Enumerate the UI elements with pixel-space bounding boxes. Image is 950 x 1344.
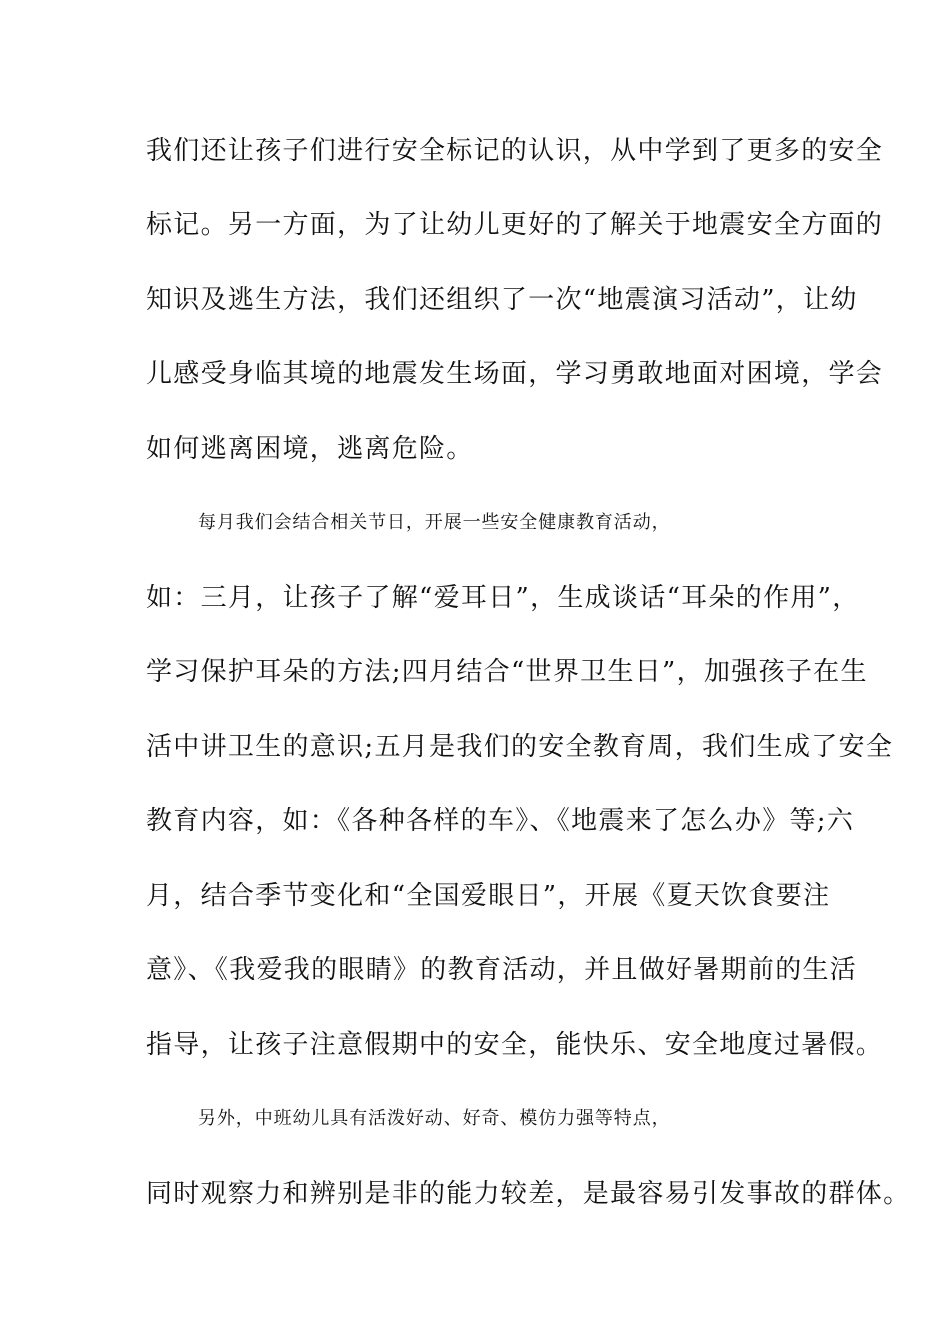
paragraph-2-line-8: 指导，让孩子注意假期中的安全，能快乐、安全地度过暑假。	[146, 1030, 884, 1060]
paragraph-1-line-5: 如何逃离困境，逃离危险。	[146, 434, 474, 464]
paragraph-1-line-3: 知识及逃生方法，我们还组织了一次“地震演习活动”，让幼	[146, 285, 858, 315]
paragraph-2-line-6: 月，结合季节变化和“全国爱眼日”，开展《夏天饮食要注	[146, 881, 831, 911]
paragraph-1-line-4: 儿感受身临其境的地震发生场面，学习勇敢地面对困境，学会	[146, 359, 884, 389]
paragraph-2-line-4: 活中讲卫生的意识;五月是我们的安全教育周，我们生成了安全	[146, 732, 894, 762]
paragraph-2-line-3: 学习保护耳朵的方法;四月结合“世界卫生日”，加强孩子在生	[146, 657, 868, 687]
paragraph-1-line-1: 我们还让孩子们进行安全标记的认识，从中学到了更多的安全	[146, 136, 884, 166]
paragraph-3-line-2: 同时观察力和辨别是非的能力较差，是最容易引发事故的群体。	[146, 1179, 911, 1209]
paragraph-1-line-2: 标记。另一方面，为了让幼儿更好的了解关于地震安全方面的	[146, 210, 884, 240]
paragraph-3-line-1: 另外，中班幼儿具有活泼好动、好奇、模仿力强等特点，	[198, 1108, 671, 1129]
paragraph-2-line-7: 意》、《我爱我的眼睛》的教育活动，并且做好暑期前的生活	[146, 955, 858, 985]
paragraph-2-line-2: 如：三月，让孩子了解“爱耳日”，生成谈话“耳朵的作用”，	[146, 583, 860, 613]
paragraph-2-line-5: 教育内容，如：《各种各样的车》、《地震来了怎么办》等;六	[146, 806, 855, 836]
paragraph-2-line-1: 每月我们会结合相关节日，开展一些安全健康教育活动，	[198, 512, 671, 533]
